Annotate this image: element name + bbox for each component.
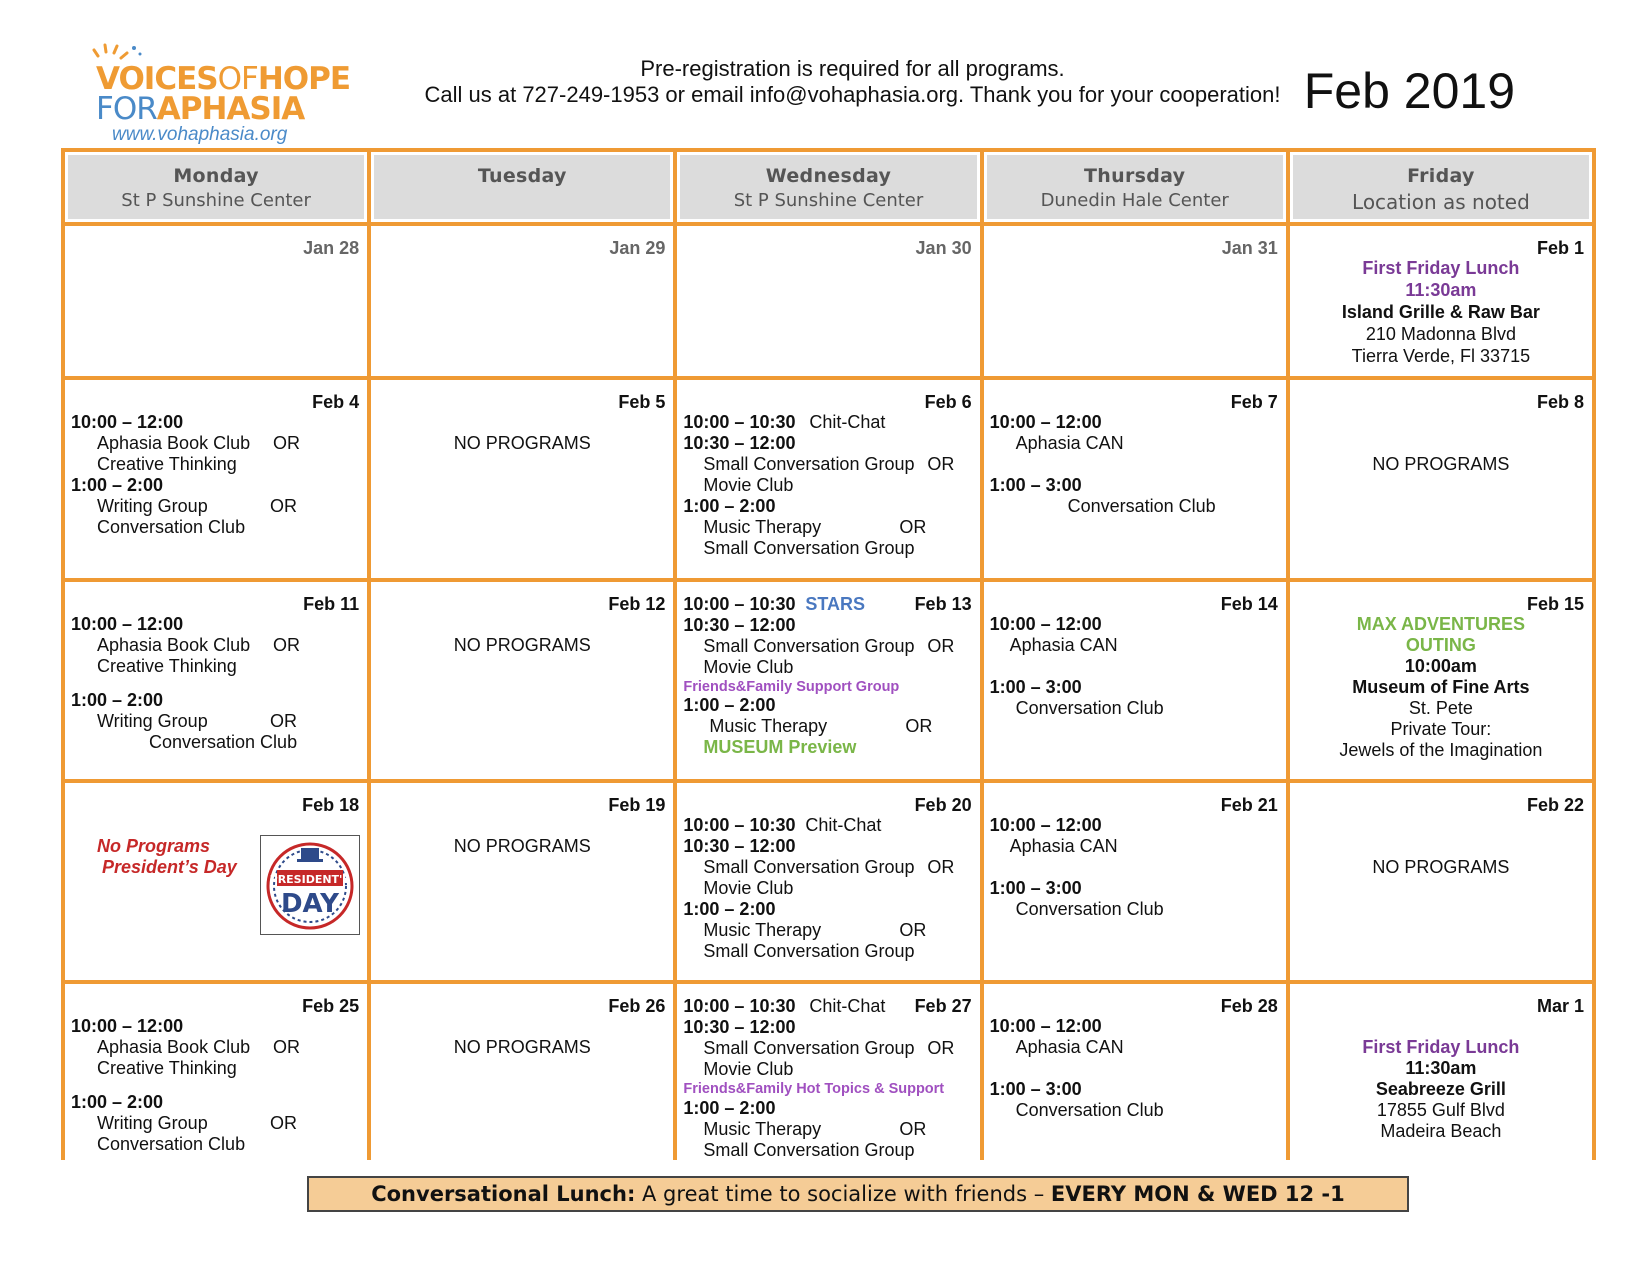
or-label: OR [927, 857, 955, 877]
day-name: Tuesday [477, 165, 567, 187]
event-address: 17855 Gulf Blvd [1376, 1100, 1505, 1120]
or-label: OR [927, 636, 955, 656]
banner-schedule: EVERY MON & WED 12 -1 [1050, 1182, 1345, 1206]
outing-time: 10:00am [1404, 656, 1477, 676]
program-item: Aphasia CAN [1009, 836, 1118, 856]
outing-venue: Museum of Fine Arts [1352, 677, 1530, 697]
cell-date: Feb 1 [1536, 238, 1584, 258]
no-programs-label: NO PROGRAMS [453, 836, 591, 856]
time-slot: 1:00 – 2:00 [683, 1098, 776, 1118]
program-item: Conversation Club [149, 732, 298, 752]
time-slot: 10:00 – 10:30 [683, 412, 796, 432]
banner-title: Conversational Lunch: [371, 1182, 636, 1206]
badge-top-text: PRESIDENT'S [269, 873, 351, 886]
holiday-name: President’s Day [102, 857, 237, 877]
day-cell-feb-4 [65, 380, 367, 578]
program-item: Small Conversation Group [703, 454, 915, 474]
program-item: Aphasia Book Club [97, 1037, 251, 1057]
day-cell-feb-5 [371, 380, 673, 578]
program-item: Aphasia CAN [1015, 1037, 1124, 1057]
program-item: Writing Group [97, 1113, 208, 1133]
notice-line-2: Call us at 727-249-1953 or email info@vohaphasia.org. Thank you for your cooperation! [424, 82, 1281, 107]
or-label: OR [905, 716, 933, 736]
calendar-month-title: Feb 2019 [1303, 63, 1515, 119]
or-label: OR [927, 1038, 955, 1058]
program-item: Aphasia Book Club [97, 635, 251, 655]
time-slot: 10:30 – 12:00 [683, 433, 796, 453]
cell-date: Feb 25 [302, 996, 360, 1016]
day-cell-jan-31 [984, 226, 1286, 376]
no-programs-label: NO PROGRAMS [1372, 454, 1510, 474]
program-item: Music Therapy [703, 517, 822, 537]
time-slot: 10:00 – 12:00 [989, 412, 1102, 432]
day-name: Wednesday [765, 165, 892, 187]
program-item: Chit-Chat [809, 412, 886, 432]
program-item: Movie Club [703, 475, 794, 495]
program-item: Conversation Club [97, 517, 246, 537]
outing-subtitle: OUTING [1405, 635, 1476, 655]
cell-date: Feb 28 [1220, 996, 1278, 1016]
event-venue: Seabreeze Grill [1375, 1079, 1506, 1099]
day-cell-feb-18 [65, 783, 367, 980]
logo-url: www.vohaphasia.org [112, 124, 288, 145]
time-slot: 10:30 – 12:00 [683, 1017, 796, 1037]
day-cell-feb-27 [677, 984, 979, 1174]
or-label: OR [273, 1037, 300, 1057]
cell-date: Feb 19 [608, 795, 666, 815]
support-group-label: Friends&Family Support Group [683, 679, 900, 695]
program-item: Writing Group [97, 711, 208, 731]
or-label: OR [899, 1119, 927, 1139]
program-item: Music Therapy [709, 716, 828, 736]
program-item: Small Conversation Group [703, 1140, 915, 1160]
day-header-tuesday [371, 152, 673, 222]
cell-date: Feb 18 [302, 795, 360, 815]
no-programs-label: NO PROGRAMS [453, 1037, 591, 1057]
outing-detail: Private Tour: [1390, 719, 1492, 739]
or-label: OR [270, 496, 297, 516]
no-programs-label: NO PROGRAMS [453, 635, 591, 655]
time-slot: 10:00 – 12:00 [989, 1016, 1102, 1036]
conversational-lunch-banner [307, 1176, 1409, 1212]
program-item: Music Therapy [703, 1119, 822, 1139]
day-cell-feb-14 [984, 582, 1286, 779]
day-cell-jan-30 [677, 226, 979, 376]
or-label: OR [273, 433, 300, 453]
time-slot: 1:00 – 3:00 [989, 677, 1082, 697]
time-slot: 1:00 – 3:00 [989, 475, 1082, 495]
program-item: Aphasia CAN [1009, 635, 1118, 655]
time-slot: 1:00 – 2:00 [71, 1092, 164, 1112]
or-label: OR [899, 920, 927, 940]
time-slot: 10:00 – 12:00 [989, 815, 1102, 835]
cell-date: Feb 7 [1230, 392, 1278, 412]
support-group-label: Friends&Family Hot Topics & Support [683, 1081, 945, 1097]
program-item: Small Conversation Group [703, 538, 915, 558]
time-slot: 1:00 – 3:00 [989, 1079, 1082, 1099]
program-item: Music Therapy [703, 920, 822, 940]
day-cell-feb-28 [984, 984, 1286, 1174]
cell-date: Feb 13 [914, 594, 972, 614]
program-item: Small Conversation Group [703, 636, 915, 656]
or-label: OR [270, 1113, 297, 1133]
outing-title: MAX ADVENTURES [1356, 614, 1526, 634]
presidents-day-badge-icon [261, 836, 359, 934]
time-slot: 1:00 – 2:00 [683, 496, 776, 516]
program-item: Conversation Club [97, 1134, 246, 1154]
or-label: OR [899, 517, 927, 537]
event-title: First Friday Lunch [1362, 258, 1520, 278]
registration-notice [390, 56, 1315, 108]
time-slot: 10:00 – 12:00 [989, 614, 1102, 634]
program-item: Aphasia Book Club [97, 433, 251, 453]
time-slot: 10:00 – 10:30 [683, 996, 796, 1016]
day-cell-feb-15 [1290, 582, 1592, 779]
time-slot: 1:00 – 2:00 [71, 690, 164, 710]
day-cell-feb-7 [984, 380, 1286, 578]
day-cell-feb-13 [677, 582, 979, 779]
program-item: Conversation Club [1067, 496, 1216, 516]
cell-date: Feb 4 [312, 392, 360, 412]
cell-date: Feb 20 [914, 795, 972, 815]
day-location: St P Sunshine Center [733, 190, 924, 211]
calendar-grid [61, 148, 1596, 1160]
time-slot: 1:00 – 2:00 [71, 475, 164, 495]
day-header-wednesday [677, 152, 979, 222]
program-item: Writing Group [97, 496, 208, 516]
time-slot: 10:00 – 12:00 [71, 412, 184, 432]
event-city: Tierra Verde, Fl 33715 [1351, 346, 1531, 366]
cell-date: Feb 12 [608, 594, 666, 614]
cell-date: Jan 28 [303, 238, 360, 258]
program-item: Creative Thinking [97, 1058, 237, 1078]
logo-line-1: VOICESOFHOPE [96, 61, 351, 97]
day-cell-feb-8 [1290, 380, 1592, 578]
day-location: Location as noted [1352, 190, 1530, 214]
day-cell-mar-1 [1290, 984, 1592, 1174]
program-item: Movie Club [703, 878, 794, 898]
program-item: Chit-Chat [805, 815, 882, 835]
logo [88, 42, 351, 147]
day-name: Friday [1407, 165, 1475, 187]
day-cell-feb-21 [984, 783, 1286, 980]
stars-program: STARS [805, 594, 866, 614]
day-cell-jan-29 [371, 226, 673, 376]
cell-date: Feb 22 [1526, 795, 1584, 815]
program-item: Conversation Club [1015, 698, 1164, 718]
or-label: OR [270, 711, 297, 731]
notice-line-1: Pre-registration is required for all programs. [640, 56, 1065, 81]
day-cell-feb-1 [1290, 226, 1592, 376]
event-venue: Island Grille & Raw Bar [1341, 302, 1540, 322]
cell-date: Jan 30 [915, 238, 972, 258]
time-slot: 10:00 – 10:30 [683, 815, 796, 835]
day-location: Dunedin Hale Center [1040, 190, 1229, 211]
time-slot: 10:00 – 12:00 [71, 614, 184, 634]
cell-date: Feb 14 [1220, 594, 1278, 614]
outing-city: St. Pete [1408, 698, 1473, 718]
cell-date: Feb 26 [608, 996, 666, 1016]
day-cell-feb-22 [1290, 783, 1592, 980]
program-item: Movie Club [703, 657, 794, 677]
program-item: Creative Thinking [97, 454, 237, 474]
cell-date: Feb 11 [303, 594, 360, 614]
day-name: Monday [173, 165, 259, 187]
program-item: Chit-Chat [809, 996, 886, 1016]
day-cell-feb-6 [677, 380, 979, 578]
event-city: Madeira Beach [1380, 1121, 1502, 1141]
badge-bottom-text: DAY [280, 889, 340, 919]
museum-preview-label: MUSEUM Preview [703, 737, 857, 757]
time-slot: 10:00 – 10:30 [683, 594, 796, 614]
outing-detail: Jewels of the Imagination [1339, 740, 1543, 760]
program-item: Conversation Club [1015, 1100, 1164, 1120]
program-item: Small Conversation Group [703, 1038, 915, 1058]
program-item: Small Conversation Group [703, 857, 915, 877]
cell-date: Feb 8 [1536, 392, 1584, 412]
cell-date: Jan 31 [1221, 238, 1278, 258]
day-header-monday [65, 152, 367, 222]
program-item: Aphasia CAN [1015, 433, 1124, 453]
time-slot: 10:30 – 12:00 [683, 836, 796, 856]
cell-date: Feb 27 [914, 996, 972, 1016]
day-cell-jan-28 [65, 226, 367, 376]
day-name: Thursday [1084, 165, 1186, 187]
program-item: Creative Thinking [97, 656, 237, 676]
cell-date: Jan 29 [609, 238, 666, 258]
event-time: 11:30am [1405, 1058, 1477, 1078]
no-programs-label: NO PROGRAMS [1372, 857, 1510, 877]
program-item: Conversation Club [1015, 899, 1164, 919]
day-cell-feb-26 [371, 984, 673, 1174]
day-cell-feb-20 [677, 783, 979, 980]
no-programs-label: NO PROGRAMS [453, 433, 591, 453]
logo-line-2: FORAPHASIA [96, 91, 305, 127]
day-header-friday [1290, 152, 1592, 222]
event-title: First Friday Lunch [1362, 1037, 1520, 1057]
event-time: 11:30am [1405, 280, 1477, 300]
day-header-thursday [984, 152, 1286, 222]
banner-text: A great time to socialize with friends – [635, 1182, 1051, 1206]
cell-date: Feb 5 [618, 392, 666, 412]
event-address: 210 Madonna Blvd [1365, 324, 1516, 344]
holiday-notice: No Programs [97, 836, 211, 856]
day-cell-feb-11 [65, 582, 367, 779]
day-location: St P Sunshine Center [121, 190, 311, 211]
day-cell-feb-25 [65, 984, 367, 1174]
cell-date: Feb 6 [924, 392, 972, 412]
cell-date: Feb 21 [1220, 795, 1278, 815]
time-slot: 1:00 – 2:00 [683, 899, 776, 919]
program-item: Small Conversation Group [703, 941, 915, 961]
or-label: OR [927, 454, 955, 474]
time-slot: 10:30 – 12:00 [683, 615, 796, 635]
day-cell-feb-19 [371, 783, 673, 980]
cell-date: Mar 1 [1536, 996, 1584, 1016]
or-label: OR [273, 635, 300, 655]
cell-date: Feb 15 [1526, 594, 1584, 614]
time-slot: 1:00 – 2:00 [683, 695, 776, 715]
program-item: Movie Club [703, 1059, 794, 1079]
day-cell-feb-12 [371, 582, 673, 779]
time-slot: 1:00 – 3:00 [989, 878, 1082, 898]
time-slot: 10:00 – 12:00 [71, 1016, 184, 1036]
presidents-day-badge [260, 835, 360, 935]
